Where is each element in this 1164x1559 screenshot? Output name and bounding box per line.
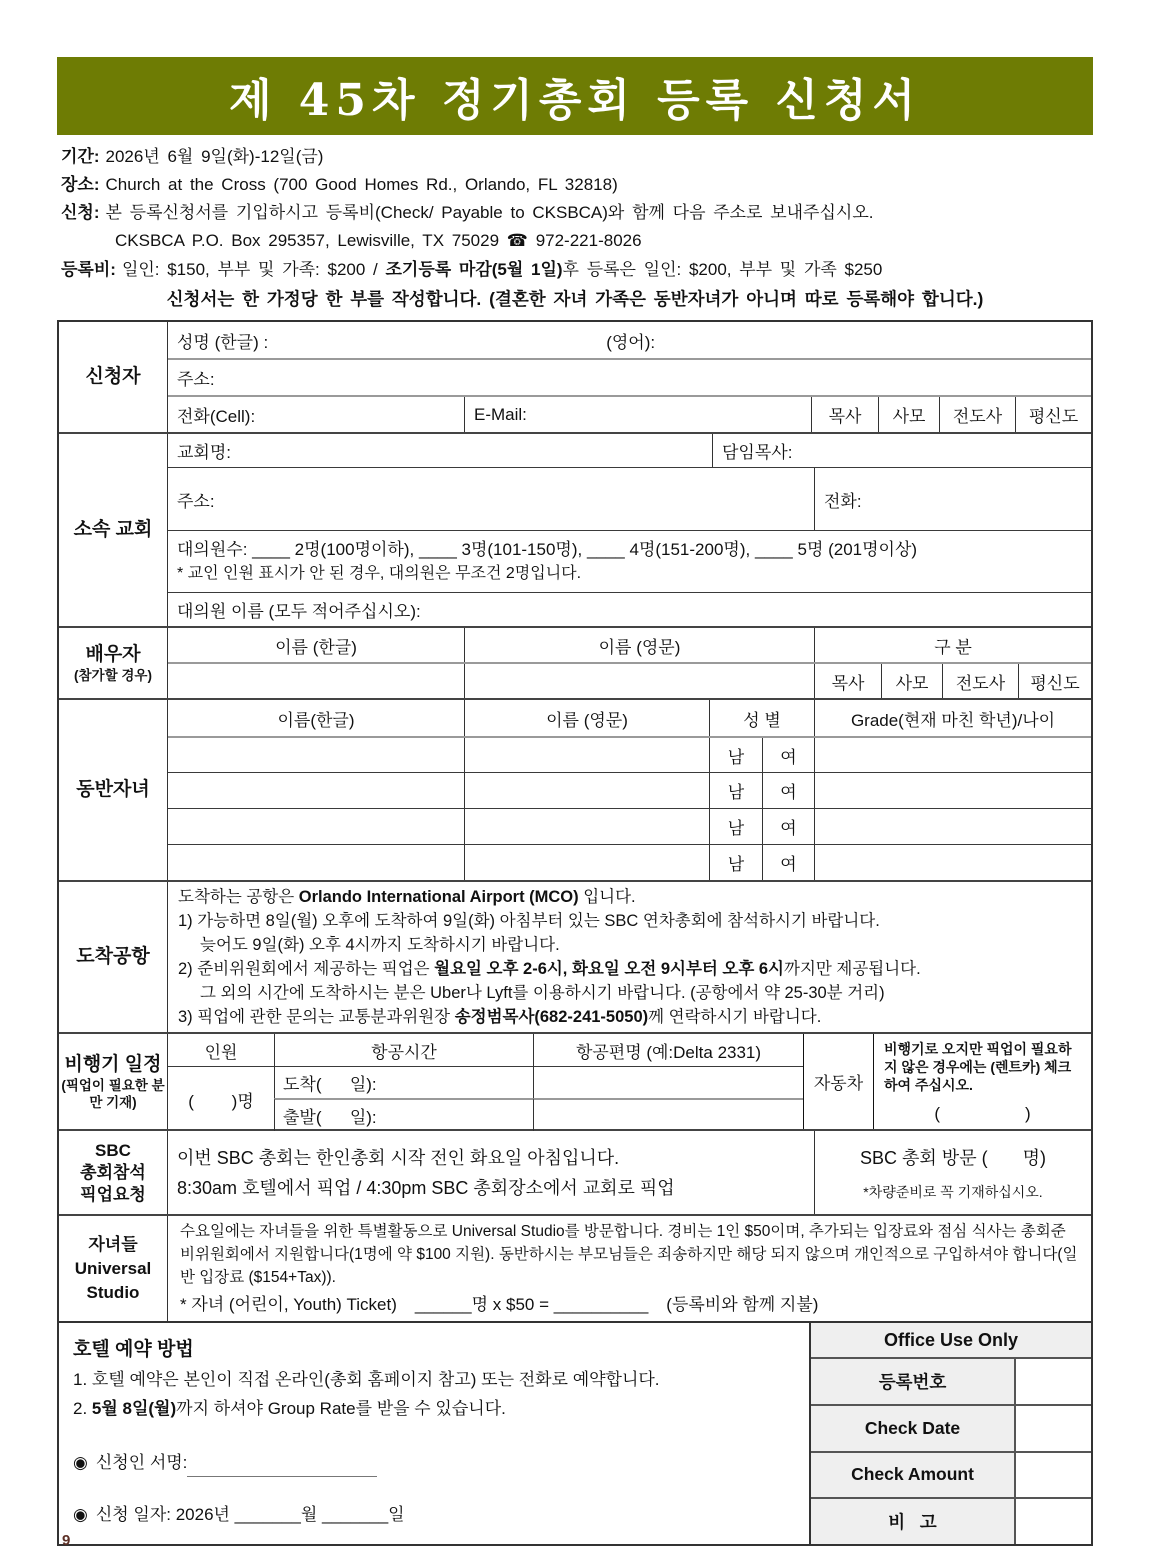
church-name-label: 교회명:	[177, 443, 231, 462]
applicant-phone-field	[168, 397, 464, 432]
delegate-names-field	[168, 593, 1091, 626]
rental-car-note-cell	[873, 1034, 1091, 1129]
section-applicant	[59, 322, 1091, 432]
remarks-value-field	[1016, 1499, 1091, 1544]
airport-intro-line	[178, 885, 636, 909]
regnumber-value-field	[1016, 1359, 1091, 1404]
spouse-header-row	[168, 628, 1091, 662]
applicant-email-field	[464, 397, 811, 432]
hotel-line-2	[73, 1394, 795, 1423]
child-name-kr-field	[168, 809, 464, 844]
airport-item-1: 1) 가능하면 8일(월) 오후에 도착하여 9일(화) 아침부터 있는 SBC 연차총회에 참석하시기 바랍니다.	[178, 912, 880, 930]
delegates-note: * 교인 인원 표시가 안 된 경우, 대의원은 무조건 2명입니다.	[177, 564, 582, 582]
pickup-contact: 송정범목사(682-241-5050)	[454, 1008, 649, 1026]
hotel-reservation-block	[59, 1323, 809, 1544]
sbc-visit-count-field: SBC 총회 방문 ( 명)	[860, 1147, 1046, 1168]
early-deadline: 조기등록 마감(5월 1일)	[385, 260, 563, 279]
sbc-visit-cell	[814, 1131, 1091, 1214]
sbc-visit-note: *차량준비로 꼭 기재하십시오.	[863, 1183, 1043, 1200]
universal-description-cell	[168, 1216, 1091, 1321]
applicant-name-row	[168, 322, 1091, 358]
sbc-description-cell	[168, 1131, 814, 1214]
church-phone-label: 전화:	[824, 491, 862, 511]
flight-departure-field: 출발( 일):	[274, 1098, 533, 1131]
section-universal	[59, 1214, 1091, 1321]
delegate-names-label: 대의원 이름 (모두 적어주십시오):	[177, 602, 421, 621]
child-gender-female: 여	[762, 738, 814, 772]
sbc-text-1: 이번 SBC 총회는 한인총회 시작 전인 화요일 아침입니다.	[177, 1147, 620, 1168]
car-option-cell: 자동차	[803, 1034, 873, 1129]
office-row-check-date	[811, 1404, 1091, 1451]
venue-line	[61, 171, 1089, 199]
spouse-section-sublabel: (참가할 경우)	[74, 667, 152, 683]
delegates-row	[168, 530, 1091, 592]
flight-departure-number-field	[533, 1098, 803, 1131]
rental-car-check-field: ( )	[934, 1103, 1031, 1123]
airport-info-text	[168, 882, 1091, 1032]
venue-value: Church at the Cross (700 Good Homes Rd., Orlando, FL 32818)	[105, 175, 618, 194]
mailing-address: CKSBCA P.O. Box 295357, Lewisville, TX 75029	[115, 231, 500, 250]
child-gender-female: 여	[762, 809, 814, 844]
child-gender-male: 남	[709, 773, 762, 808]
universal-ticket-line	[180, 1293, 818, 1317]
phone-icon: ☎	[506, 231, 528, 250]
office-row-check-amount	[811, 1451, 1091, 1498]
universal-label-2: Universal	[74, 1258, 152, 1278]
signature-line	[187, 1459, 377, 1477]
pickup-hours: 월요일 오후 2-6시, 화요일 오전 9시부터 오후 6시	[434, 960, 784, 978]
church-name-field	[168, 434, 712, 467]
sbc-section-label-cell	[59, 1131, 168, 1214]
check-date-value-field	[1016, 1406, 1091, 1451]
applicant-section-label: 신청자	[85, 366, 141, 387]
airport-intro-pre: 도착하는 공항은	[178, 888, 299, 906]
child-row-4	[168, 844, 1091, 880]
hotel-title: 호텔 예약 방법	[73, 1339, 194, 1360]
child-grade-field	[814, 773, 1091, 808]
bullet-icon: ◉	[73, 1505, 88, 1524]
senior-pastor-field	[712, 434, 1091, 467]
airport-item3-pre: 3) 픽업에 관한 문의는 교통분과위원장	[178, 1008, 455, 1026]
senior-pastor-label: 담임목사:	[722, 443, 793, 462]
flight-section-label: 비행기 일정	[64, 1053, 162, 1075]
check-amount-value-field	[1016, 1453, 1091, 1498]
children-section-label-cell	[59, 700, 168, 880]
section-sbc	[59, 1129, 1091, 1214]
fee-text-1: 일인: $150, 부부 및 가족: $200 /	[121, 260, 386, 279]
child-grade-field	[814, 809, 1091, 844]
child-row-2	[168, 772, 1091, 808]
application-date-row	[73, 1501, 795, 1529]
airport-name: Orlando International Airport (MCO)	[298, 888, 579, 906]
apply-line	[61, 199, 1089, 227]
applicant-role-wife: 사모	[878, 397, 939, 432]
check-date-label: Check Date	[811, 1406, 1016, 1451]
delegates-field	[168, 531, 1091, 592]
airport-info-row	[168, 882, 1091, 1032]
child-name-kr-field	[168, 738, 464, 772]
hotel-line-1: 1. 호텔 예약은 본인이 직접 온라인(총회 홈페이지 참고) 또는 전화로 예약합니다.	[73, 1370, 660, 1389]
airport-item-2-cont: 그 외의 시간에 도착하시는 분은 Uber나 Lyft를 이용하시기 바랍니다. (공항에서 약 25-30분 거리)	[200, 984, 885, 1002]
church-section-label-cell	[59, 434, 168, 626]
child-name-en-field	[464, 773, 709, 808]
fee-label: 등록비:	[61, 260, 116, 279]
check-amount-label: Check Amount	[811, 1453, 1016, 1498]
children-header-gender: 성 별	[709, 700, 814, 736]
sbc-label-3: 픽업요청	[80, 1184, 146, 1204]
children-header-grade: Grade(현재 마친 학년)/나이	[814, 700, 1091, 736]
delegate-names-row	[168, 592, 1091, 626]
delegates-count-line: 대의원수: ____ 2명(100명이하), ____ 3명(101-150명), ____ 4명(151-200명), ____ 5명 (201명이상)	[177, 539, 918, 559]
airport-section-label: 도착공항	[76, 946, 150, 967]
signature-row	[73, 1449, 795, 1477]
flight-col-time: 항공시간	[274, 1034, 533, 1066]
office-use-only-header: Office Use Only	[811, 1323, 1091, 1359]
title-banner	[57, 57, 1093, 135]
church-phone-field	[814, 468, 1091, 530]
period-label: 기간:	[61, 147, 100, 166]
sbc-label-2: 총회참석	[80, 1162, 146, 1182]
application-date-field: 신청 일자: 2026년 _______월 _______일	[95, 1505, 405, 1524]
church-address-label: 주소:	[177, 491, 215, 511]
child-row-3	[168, 808, 1091, 844]
airport-item-2	[178, 957, 921, 981]
section-airport	[59, 880, 1091, 1032]
fee-text-2: 후 등록은 일인: $200, 부부 및 가족 $250	[562, 260, 883, 279]
applicant-email-label: E-Mail:	[474, 404, 527, 424]
universal-paragraph: 수요일에는 자녀들을 위한 특별활동으로 Universal Studio를 방문합니다. 경비는 1인 $50이며, 추가되는 입장료와 점심 식사는 총회준비위원회에서 지원합니다(1명에 약 $100 지원). 동반하시는 부모님들은 죄송하지만 해당 되지 않으며 개인적으로 구입하셔야 합니다(일반 입장료 ($154+Tax)).	[180, 1223, 1078, 1286]
signature-label: 신청인 서명:	[95, 1453, 188, 1472]
church-address-row	[168, 467, 1091, 530]
child-gender-male: 남	[709, 845, 762, 880]
apply-label: 신청:	[61, 203, 100, 222]
child-name-kr-field	[168, 845, 464, 880]
child-name-en-field	[464, 738, 709, 772]
mailing-address-line	[61, 227, 1089, 255]
rental-car-note: 비행기로 오지만 픽업이 필요하지 않은 경우에는 (렌트카) 체크하여 주십시오.	[884, 1040, 1072, 1093]
child-name-en-field	[464, 845, 709, 880]
flight-section-label-cell	[59, 1034, 168, 1129]
flight-col-number: 항공편명 (예:Delta 2331)	[533, 1034, 803, 1066]
flight-section-sublabel: (픽업이 필요한 분만 기재)	[61, 1077, 165, 1110]
flight-people-count-field: ( )명	[168, 1066, 274, 1131]
period-line	[61, 143, 1089, 171]
venue-label: 장소:	[61, 175, 100, 194]
ticket-payment-note: (등록비와 함께 지불)	[666, 1295, 819, 1314]
name-kr-label: 성명 (한글) :	[177, 332, 269, 352]
fee-line	[61, 255, 1089, 285]
children-section-label: 동반자녀	[76, 779, 150, 800]
group-rate-deadline: 5월 8일(월)	[91, 1399, 177, 1418]
church-section-label: 소속 교회	[73, 519, 153, 540]
sbc-label-1: SBC	[95, 1140, 131, 1160]
applicant-role-evangelist: 전도사	[939, 397, 1015, 432]
office-row-regnumber	[811, 1359, 1091, 1404]
flight-arrival-number-field	[533, 1066, 803, 1098]
flight-arrival-field: 도착( 일):	[274, 1066, 533, 1098]
airport-item3-post: 께 연락하시기 바랍니다.	[648, 1008, 822, 1026]
church-name-row	[168, 434, 1091, 467]
children-header-row	[168, 700, 1091, 736]
page-number: 9	[62, 1532, 71, 1549]
child-gender-male: 남	[709, 809, 762, 844]
apply-text: 본 등록신청서를 기입하시고 등록비(Check/ Payable to CKSBCA)와 함께 다음 주소로 보내주십시오.	[105, 203, 874, 222]
spouse-role-wife: 사모	[881, 664, 942, 698]
airport-item-1-cont: 늦어도 9일(화) 오후 4시까지 도착하시기 바랍니다.	[200, 936, 560, 954]
section-bottom	[59, 1321, 1091, 1544]
regnumber-label: 등록번호	[811, 1359, 1016, 1404]
flight-grid	[168, 1034, 803, 1129]
universal-label-3: Studio	[86, 1282, 140, 1302]
ticket-label: * 자녀 (어린이, Youth) Ticket)	[180, 1295, 397, 1314]
spouse-header-name-kr: 이름 (한글)	[275, 637, 357, 657]
document-page	[57, 57, 1093, 1546]
flight-col-people: 인원	[204, 1042, 238, 1062]
applicant-role-pastor: 목사	[811, 397, 878, 432]
section-church	[59, 432, 1091, 626]
applicant-address-label: 주소:	[177, 370, 215, 389]
section-spouse	[59, 626, 1091, 698]
applicant-name-field	[168, 322, 1091, 358]
spouse-header-type: 구 분	[814, 628, 1091, 662]
child-gender-female: 여	[762, 773, 814, 808]
applicant-phone-label: 전화(Cell):	[177, 407, 256, 426]
spouse-entry-row	[168, 662, 1091, 698]
children-header-name-kr: 이름(한글)	[277, 710, 355, 730]
child-grade-field	[814, 845, 1091, 880]
office-phone: 972-221-8026	[535, 231, 642, 250]
universal-section-label-cell	[59, 1216, 168, 1321]
bullet-icon: ◉	[73, 1453, 88, 1472]
airport-section-label-cell	[59, 882, 168, 1032]
airport-item2-pre: 2) 준비위원회에서 제공하는 픽업은	[178, 960, 435, 978]
info-block	[57, 135, 1093, 320]
applicant-address-field	[168, 360, 1091, 395]
child-gender-female: 여	[762, 845, 814, 880]
remarks-label: 비 고	[811, 1499, 1016, 1544]
spouse-section-label-cell	[59, 628, 168, 698]
child-row-1	[168, 736, 1091, 772]
section-flight	[59, 1032, 1091, 1129]
spouse-name-en-field	[464, 664, 814, 698]
one-form-per-family-notice: 신청서는 한 가정당 한 부를 작성합니다. (결혼한 자녀 가족은 동반자녀가 아니며 따로 등록해야 합니다.)	[166, 289, 984, 309]
applicant-section-label-cell	[59, 322, 168, 432]
registration-table	[57, 320, 1093, 1546]
hotel-line2-post: 까지 하셔야 Group Rate를 받을 수 있습니다.	[176, 1399, 506, 1418]
spouse-role-layman: 평신도	[1018, 664, 1091, 698]
ticket-count-field: ______명 x $50 = __________	[414, 1295, 649, 1314]
child-name-en-field	[464, 809, 709, 844]
applicant-contact-row	[168, 395, 1091, 432]
form-title: 제 45차 정기총회 등록 신청서	[228, 75, 922, 126]
office-row-remarks	[811, 1497, 1091, 1544]
applicant-role-layman: 평신도	[1015, 397, 1091, 432]
spouse-role-pastor: 목사	[814, 664, 881, 698]
church-address-field	[168, 468, 814, 530]
office-use-only-table	[809, 1323, 1091, 1544]
hotel-line2-pre: 2.	[73, 1399, 92, 1418]
spouse-name-kr-field	[168, 664, 464, 698]
child-name-kr-field	[168, 773, 464, 808]
spouse-section-label: 배우자	[85, 643, 141, 665]
airport-item2-post: 까지만 제공됩니다.	[784, 960, 921, 978]
spouse-header-name-en: 이름 (영문)	[464, 628, 814, 662]
universal-label-1: 자녀들	[88, 1234, 138, 1254]
airport-item-3	[178, 1005, 821, 1029]
child-gender-male: 남	[709, 738, 762, 772]
sbc-text-2: 8:30am 호텔에서 픽업 / 4:30pm SBC 총회장소에서 교회로 픽업	[177, 1177, 675, 1198]
children-header-name-en: 이름 (영문)	[464, 700, 709, 736]
child-grade-field	[814, 738, 1091, 772]
period-value: 2026년 6월 9일(화)-12일(금)	[105, 147, 324, 166]
applicant-address-row	[168, 358, 1091, 395]
section-children	[59, 698, 1091, 880]
name-en-label: (영어):	[606, 332, 656, 352]
airport-intro-post: 입니다.	[578, 888, 636, 906]
spouse-role-evangelist: 전도사	[942, 664, 1018, 698]
